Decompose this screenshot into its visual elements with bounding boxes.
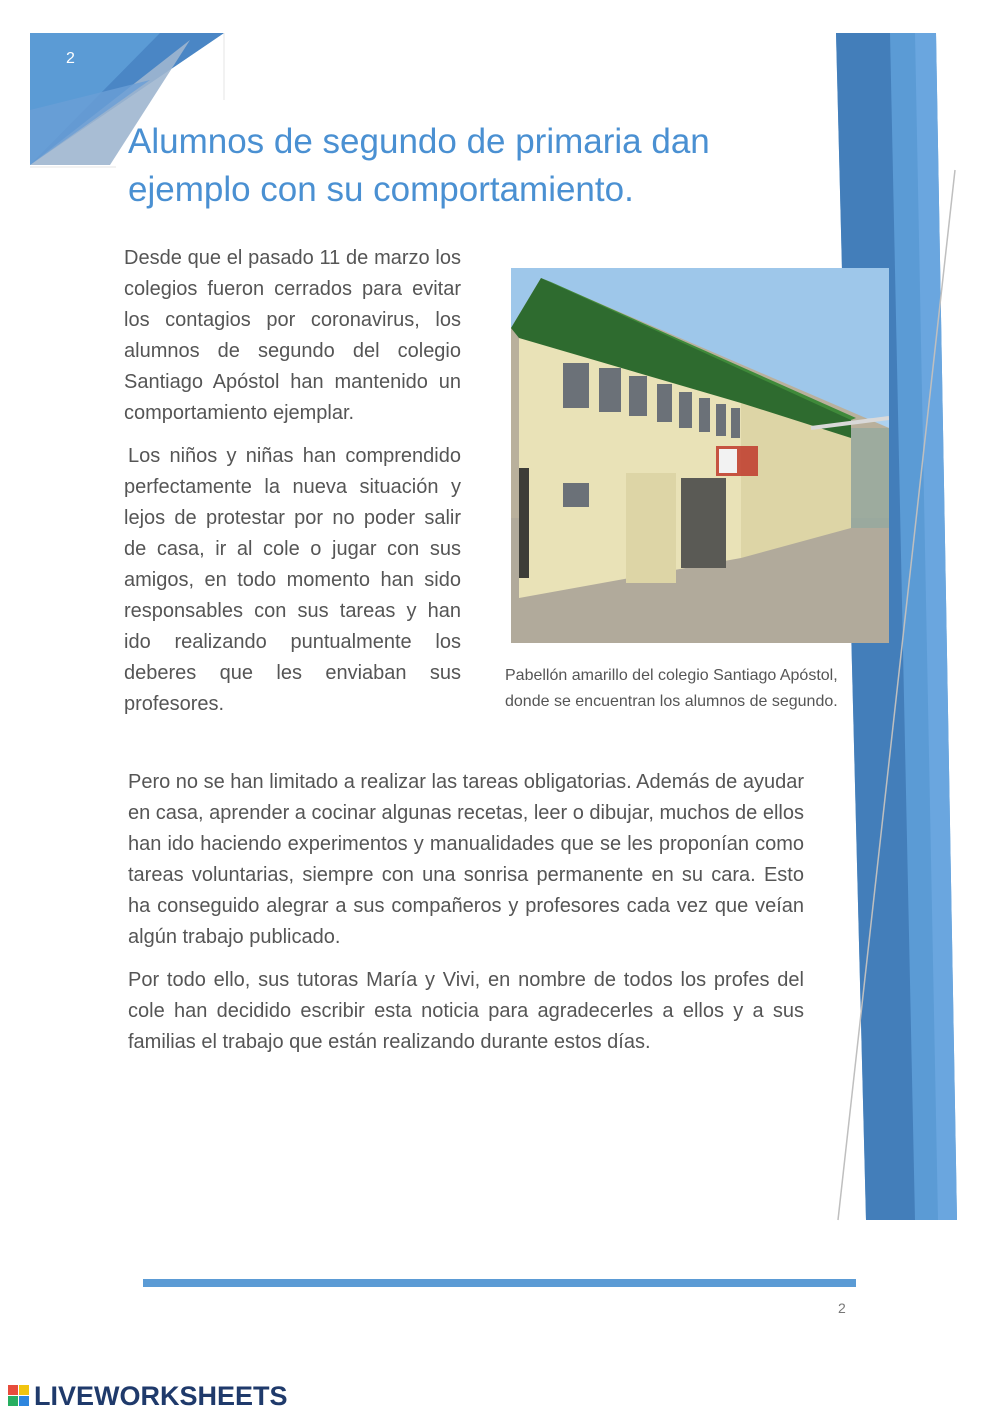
footer-page-number: 2	[838, 1300, 846, 1316]
footer-divider	[143, 1279, 856, 1287]
photo-caption	[505, 663, 885, 715]
liveworksheets-logo[interactable]	[8, 1381, 288, 1411]
left-column	[124, 243, 461, 732]
caption-line-1: Pabellón amarillo del colegio Santiago Apóstol,	[505, 667, 838, 684]
title-line-1: Alumnos de segundo de primaria dan	[128, 122, 710, 161]
paragraph-3: Pero no se han limitado a realizar las tareas obligatorias. Además de ayudar en casa, aprender a cocinar algunas recetas, leer o dibujar, muchos de ellos han ido haciendo experimentos y manualidades que se les proponían como tareas voluntarias, siempre con una sonrisa permanente en su cara. Esto ha conseguido alegrar a sus compañeros y profesores cada vez que veían algún trabajo publicado.	[128, 771, 804, 948]
paragraph-1: Desde que el pasado 11 de marzo los colegios fueron cerrados para evitar los contagios por coronavirus, los alumnos de segundo del colegio Santiago Apóstol han mantenido un comportamiento ejemplar.	[124, 247, 461, 424]
article-title	[128, 118, 828, 214]
paragraph-4: Por todo ello, sus tutoras María y Vivi, en nombre de todos los profes del cole han decidido escribir esta noticia para agradecerles a ellos y a sus familias el trabajo que están realizando durante estos días.	[128, 969, 804, 1053]
logo-text: LIVEWORKSHEETS	[34, 1380, 288, 1411]
paragraph-2: Los niños y niñas han comprendido perfectamente la nueva situación y lejos de protestar por no poder salir de casa, ir al cole o jugar con sus amigos, en todo momento han sido responsables con sus tareas y han ido realizando puntualmente los deberes que les enviaban sus profesores.	[124, 445, 461, 715]
logo-blocks-icon	[8, 1385, 30, 1407]
title-line-2: ejemplo con su comportamiento.	[128, 170, 634, 209]
full-width-body	[128, 767, 804, 1070]
caption-line-2: donde se encuentran los alumnos de segundo.	[505, 693, 838, 710]
header-page-number: 2	[66, 50, 75, 67]
school-building-photo	[511, 268, 889, 643]
